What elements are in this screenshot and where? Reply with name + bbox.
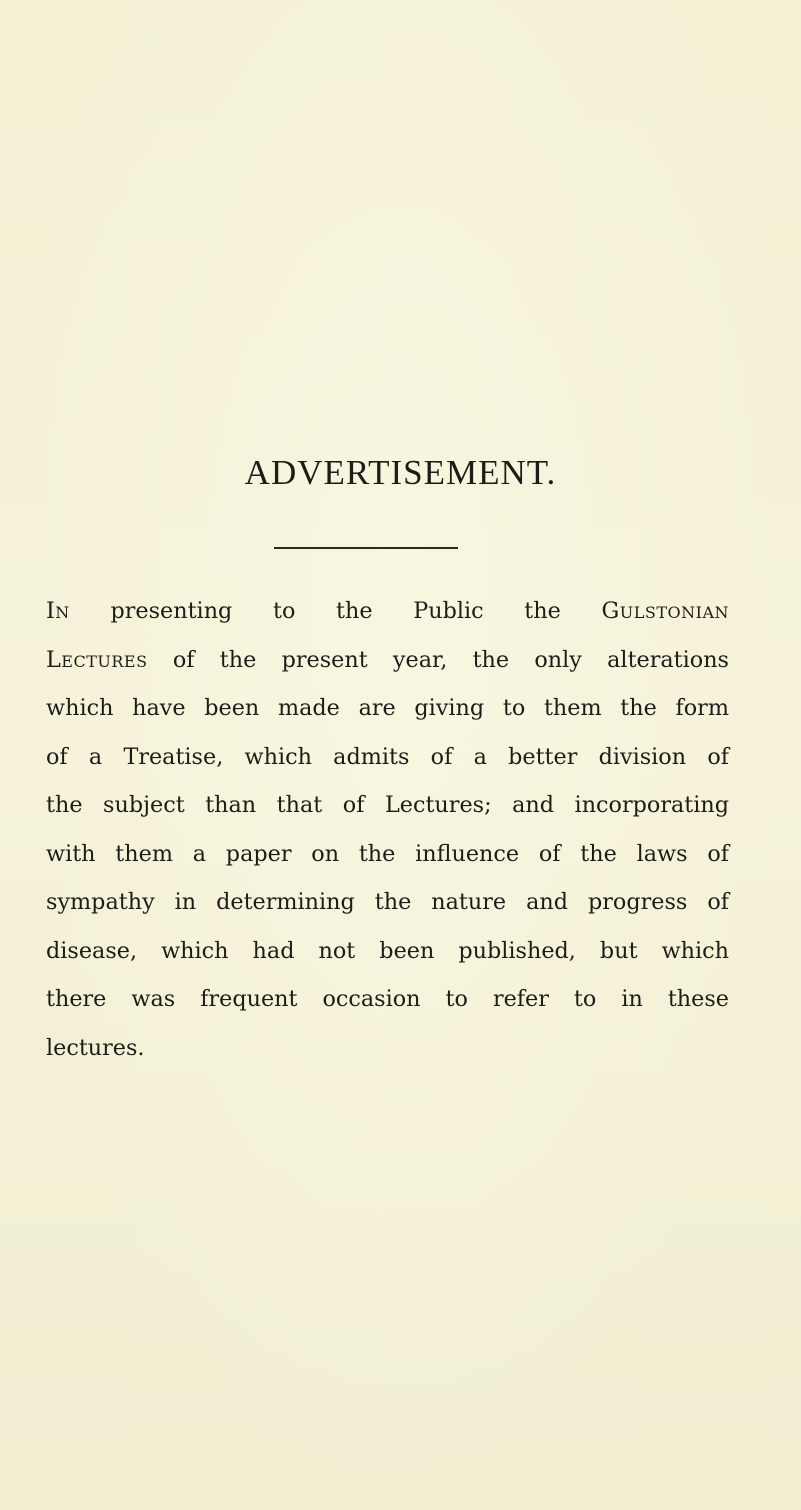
lead-word: Lectures: [46, 646, 148, 673]
line-text: presenting to the Public the: [69, 598, 602, 624]
lead-word: In: [46, 598, 70, 624]
paragraph-line: of a Treatise, which admits of a better division of: [46, 743, 729, 770]
advertisement-paragraph: [46, 587, 729, 1072]
paragraph-line: sympathy in determining the nature and progress of: [46, 889, 729, 915]
paragraph-line: [46, 636, 729, 685]
paragraph-line: with them a paper on the influence of the laws of: [46, 840, 729, 867]
paragraph-line: which have been made are giving to them the form: [46, 695, 729, 721]
divider-rule: [274, 547, 458, 549]
lecture-name: Gulstonian: [601, 598, 729, 624]
line-text: of the present year, the only alterations: [147, 646, 729, 673]
paragraph-line: [46, 587, 729, 636]
paragraph-line: disease, which had not been published, but which: [46, 937, 729, 964]
page-title: ADVERTISEMENT.: [244, 453, 557, 492]
paragraph-line: the subject than that of Lectures; and incorporating: [46, 792, 729, 818]
paragraph-line: lectures.: [46, 1034, 145, 1061]
paragraph-line: there was frequent occasion to refer to in these: [46, 986, 729, 1012]
